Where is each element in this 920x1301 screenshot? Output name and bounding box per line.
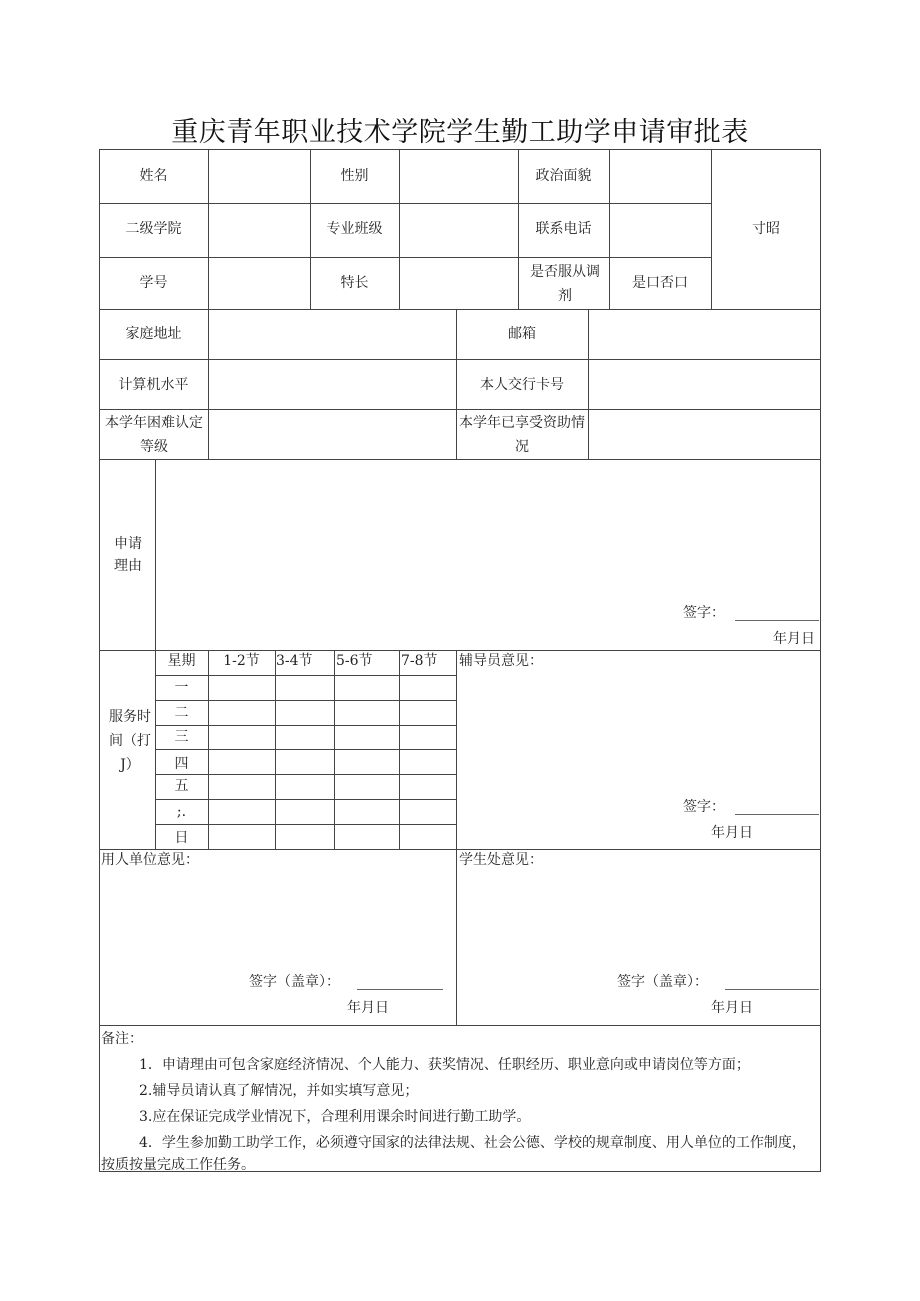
office-sign-label: 签字（盖章）： [617,974,708,990]
counselor-opinion-field[interactable] [459,675,819,795]
table-border-line [99,459,821,460]
adjust-checkboxes[interactable]: 是口否口 [632,275,688,291]
table-border-line [155,459,156,650]
note-item-4: 4．学生参加勤工助学工作，必须遵守国家的法律法规、社会公德、学校的规章制度、用人单位的工作制度，按质按量完成工作任务。 [101,1135,806,1173]
employer-sign-line[interactable] [357,989,443,990]
photo-placeholder[interactable]: 寸昭 [752,221,780,237]
period-header: 7-8节 [401,653,438,669]
table-border-line [208,149,209,309]
email-field[interactable] [590,311,819,358]
difficulty-level-label: 本学年困难认定等级 [105,415,203,455]
phone-label: 联系电话 [535,221,592,237]
college-label: 二级学院 [125,221,182,237]
employer-date: 年月日 [347,1000,389,1016]
table-border-line [208,309,209,459]
aid-received-field[interactable] [590,411,819,458]
phone-field[interactable] [611,205,710,256]
period-header: 1-2节 [223,653,260,669]
counselor-sign-label: 签字： [683,799,725,815]
email-label: 邮箱 [508,326,536,342]
counselor-sign-line[interactable] [735,814,819,815]
page-title: 重庆青年职业技术学院学生勤工助学申请审批表 [171,117,749,148]
bank-card-label: 本人交行卡号 [480,377,564,393]
weekday-fri: 五 [174,778,189,794]
name-label: 姓名 [139,168,168,184]
weekday-sun: 日 [174,830,189,846]
table-border-line [399,149,400,309]
reason-label: 申请理由 [114,536,142,574]
student-id-field[interactable] [210,259,309,308]
table-border-line [456,650,457,849]
office-date: 年月日 [711,1000,753,1016]
address-field[interactable] [210,311,455,358]
reason-sign-line[interactable] [735,620,819,621]
period-header: 3-4节 [276,653,313,669]
computer-level-label: 计算机水平 [118,377,189,393]
gender-field[interactable] [401,151,517,202]
notes-label: 备注： [101,1031,143,1047]
adjust-label: 是否服从调剂 [530,264,600,304]
major-class-label: 专业班级 [326,221,383,237]
note-item-2: 2.辅导员请认真了解情况，并如实填写意见； [139,1083,419,1099]
address-label: 家庭地址 [125,326,182,342]
student-office-opinion-label: 学生处意见： [459,852,543,868]
note-item-3: 3.应在保证完成学业情况下，合理利用课余时间进行勤工助学。 [139,1109,531,1125]
politics-label: 政治面貌 [535,168,592,184]
employer-opinion-field[interactable] [101,873,455,969]
student-office-opinion-field[interactable] [459,873,819,969]
note-item-1: 1．申请理由可包含家庭经济情况、个人能力、获奖情况、任职经历、职业意向或申请岗位等方面； [139,1057,750,1073]
reason-date: 年月日 [773,631,815,647]
table-border-line [99,1025,821,1026]
gender-label: 性别 [340,168,369,184]
table-border-line [99,149,100,1171]
table-border-line [155,799,456,800]
weekday-thu: 四 [174,756,189,772]
weekday-mon: 一 [174,680,189,696]
reason-sign-label: 签字： [683,605,725,621]
application-form-table [99,149,821,1171]
weekday-sat: ;. [176,804,187,820]
specialty-label: 特长 [340,275,369,291]
student-id-label: 学号 [139,275,168,291]
aid-received-label: 本学年已享受资助情况 [459,415,585,455]
table-border-line [820,149,821,1171]
office-sign-line[interactable] [725,989,819,990]
counselor-date: 年月日 [711,825,753,841]
employer-sign-label: 签字（盖章）： [249,974,340,990]
difficulty-level-field[interactable] [210,411,455,458]
counselor-opinion-label: 辅导员意见： [459,653,543,669]
table-border-line [588,309,589,459]
period-header: 5-6节 [336,653,373,669]
weekday-tue: 二 [174,705,189,721]
college-field[interactable] [210,205,309,256]
bank-card-field[interactable] [590,361,819,408]
politics-field[interactable] [611,151,710,202]
computer-level-field[interactable] [210,361,455,408]
table-border-line [155,824,456,825]
weekday-wed: 三 [174,729,189,745]
table-border-line [155,749,456,750]
table-border-line [456,849,457,1025]
employer-opinion-label: 用人单位意见： [101,852,199,868]
table-border-line [99,203,711,204]
weekday-header: 星期 [167,653,196,669]
table-border-line [99,257,711,258]
name-field[interactable] [210,151,309,202]
major-class-field[interactable] [401,205,517,256]
specialty-field[interactable] [401,259,517,308]
reason-textarea[interactable] [157,461,819,601]
service-time-label: 服务时间（打J） [109,709,151,773]
